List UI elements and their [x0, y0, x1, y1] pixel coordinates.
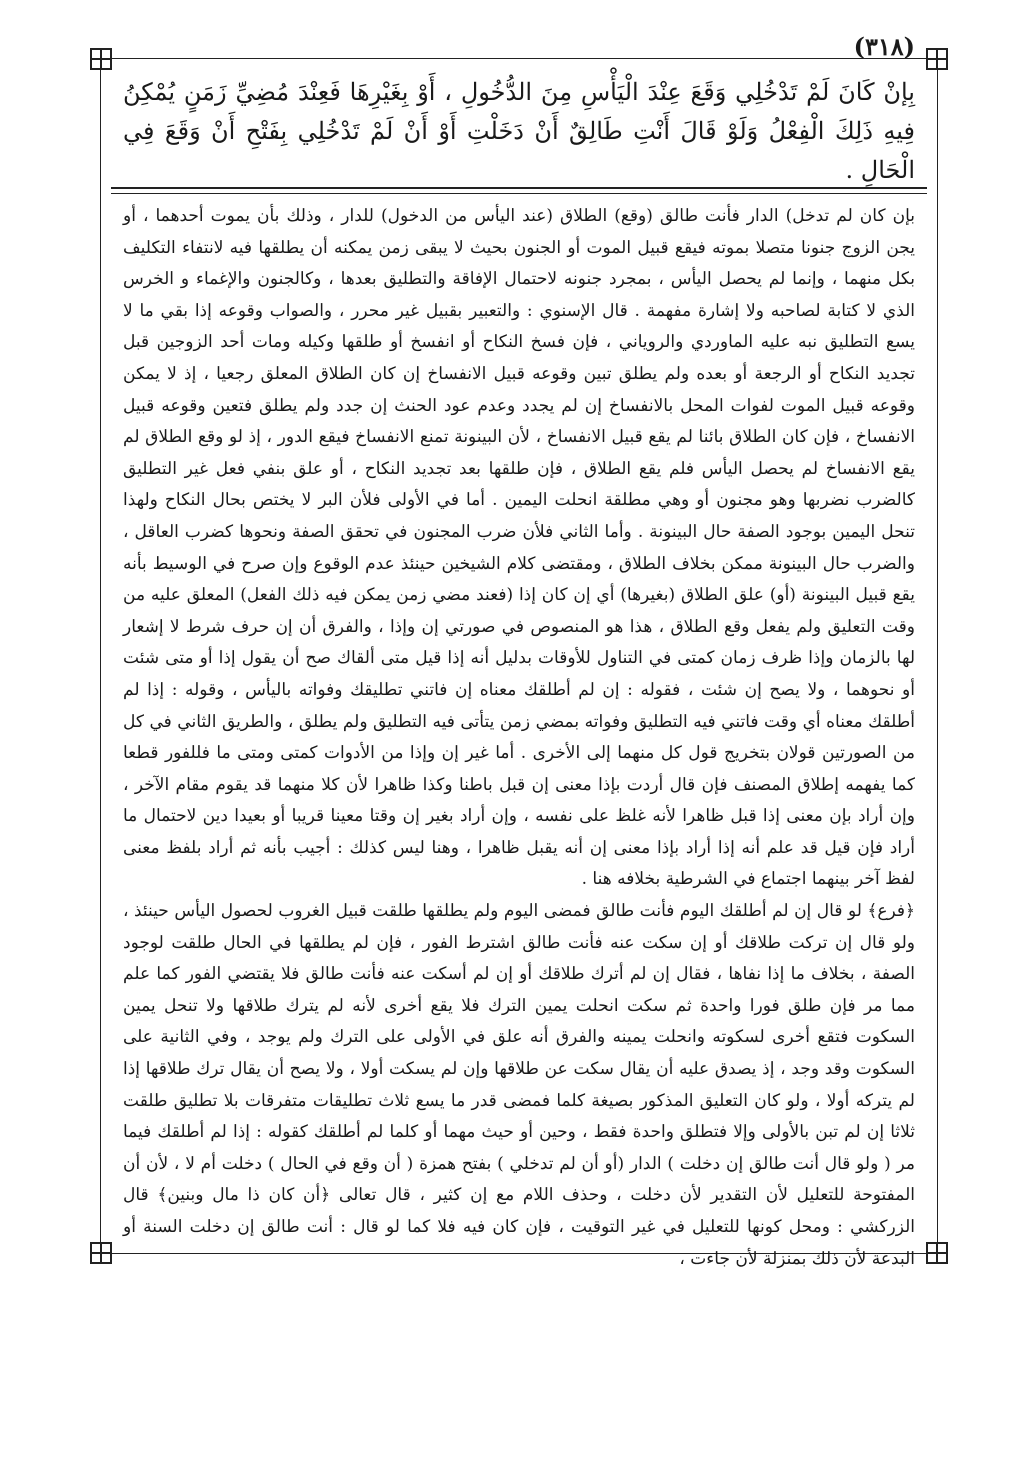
section-divider: [111, 187, 927, 189]
page-number: (٣١٨): [853, 32, 915, 61]
sharh-commentary-block: [123, 201, 915, 1275]
corner-ornament-icon: [90, 48, 112, 70]
page-frame: [100, 58, 938, 1269]
matn-text-block: [123, 73, 915, 190]
sharh-paragraph: بإن كان لم تدخل) الدار فأنت طالق (وقع) الطلاق (عند اليأس من الدخول) للدار ، وذلك بأن يموت أحدهما ، أو يجن الزوج جنونا متصلا بموته فيقع قبيل الموت أو الجنون بحيث لا يبقى زمن يمكنه أن يطلقها فيه لانتفاء التكليف بكل منهما ، وإنما لم يحصل اليأس ، بمجرد جنونه لاحتمال الإفاقة والتطليق بعدها ، وكالجنون والإغماء و الخرس الذي لا كتابة لصاحبه ولا إشارة مفهمة . قال الإسنوي : والتعبير بقبيل غير محرر ، والصواب وقوعه إذا بقي ما لا يسع التطليق نبه عليه الماوردي والروياني ، فإن فسخ النكاح أو انفسخ أو طلقها وكيله ومات أحد الزوجين قبل تجديد النكاح أو الرجعة أو بعده ولم يطلق تبين وقوعه قبيل الانفساخ إن كان الطلاق المعلق رجعيا ، إذ لا يمكن وقوعه قبيل الموت لفوات المحل بالانفساخ إن لم يجدد وعدم عود الحنث إن جدد ولم يطلق فتعين وقوعه قبيل الانفساخ ، فإن كان الطلاق بائنا لم يقع قبيل الانفساخ ، لأن البينونة تمنع الانفساخ فيقع الدور ، إذ لو وقع الطلاق لم يقع الانفساخ لم يحصل اليأس فلم يقع الطلاق ، فإن طلقها بعد تجديد النكاح ، أو علق بنفي فعل غير التطليق كالضرب نضربها وهو مجنون أو وهي مطلقة انحلت اليمين . أما في الأولى فلأن البر لا يختص بحال النكاح ولهذا تنحل اليمين بوجود الصفة حال البينونة . وأما الثاني فلأن ضرب المجنون في تحقق الصفة ونحوها كضرب العاقل ، والضرب حال البينونة ممكن بخلاف الطلاق ، ومقتضى كلام الشيخين حينئذ عدم الوقوع وإن صرح في الوسيط بأنه يقع قبيل البينونة (أو) علق الطلاق (بغيرها) أي إن كان إذا (فعند مضي زمن يمكن فيه ذلك الفعل) المعلق عليه من وقت التعليق ولم يفعل وقع الطلاق ، هذا هو المنصوص في صورتي إن وإذا ، والفرق أن إن حرف شرط لا إشعار لها بالزمان وإذا ظرف زمان كمتى في التناول للأوقات بدليل أنه إذا قيل متى ألقاك صح أن يقول إذا أو متى شئت أو نحوهما ، ولا يصح إن شئت ، فقوله : إن لم أطلقك معناه إن فاتني تطليقك وفواته باليأس ، وقوله : إذا لم أطلقك معناه أي وقت فاتني فيه التطليق وفواته بمضي زمن يتأتى فيه التطليق ولم يطلق ، والطريق الثاني في كل من الصورتين قولان بتخريج قول كل منهما إلى الأخرى . أما غير إن وإذا من الأدوات كمتى ومتى ما فللفور قطعا كما يفهمه إطلاق المصنف فإن قال أردت بإذا معنى إن قبل باطنا وكذا ظاهرا لأن كلا منهما قد يقوم مقام الآخر ، وإن أراد بإن معنى إذا قبل ظاهرا لأنه غلظ على نفسه ، وإن أراد بغير إن وقتا معينا قريبا أو بعيدا دين لاحتمال ما أراد فإن قيل قد علم أنه إذا أراد بإذا معنى إن أنه يقبل ظاهرا ، وهنا ليس كذلك : أجيب بأنه ثم أراد بلفظ معنى لفظ آخر بينهما اجتماع في الشرطية بخلافه هنا .: [123, 206, 916, 890]
matn-paragraph: بِإنْ كَانَ لَمْ تَدْخُلِي وَقَعَ عِنْدَ الْيَأْسِ مِنَ الدُّخُولِ ، أَوْ بِغَيْرِهَا فَعِنْدَ مُضِيِّ زَمَنٍ يُمْكِنُ فِيهِ ذَلِكَ الْفِعْلُ وَلَوْ قَالَ أَنْتِ طَالِقٌ أَنْ دَخَلْتِ أَوْ أَنْ لَمْ تَدْخُلِي بِفَتْحِ أَنْ وَقَعَ فِي الْحَالِ .: [123, 78, 915, 184]
corner-ornament-icon: [926, 1242, 948, 1264]
corner-ornament-icon: [926, 48, 948, 70]
corner-ornament-icon: [90, 1242, 112, 1264]
section-divider-inner: [111, 193, 927, 194]
sharh-paragraph: ﴿فرع﴾ لو قال إن لم أطلقك اليوم فأنت طالق فمضى اليوم ولم يطلقها طلقت قبيل الغروب لحصول اليأس حينئذ ، ولو قال إن تركت طلاقك أو إن سكت عنه فأنت طالق اشترط الفور ، فإن لم يطلقها في الحال طلقت لوجود الصفة ، بخلاف ما إذا نفاها ، فقال إن لم أترك طلاقك أو إن لم أسكت عنه فأنت طالق فلا يقتضي الفور كما علم مما مر فإن طلق فورا واحدة ثم سكت انحلت يمين الترك فلا يقع أخرى لأنه لم يترك طلاقها ولا تنحل يمين السكوت فتقع أخرى لسكوته وانحلت يمينه والفرق أنه علق في الأولى على الترك ولم يوجد ، وفي الثانية على السكوت وقد وجد ، إذ يصدق عليه أن يقال سكت عن طلاقها وإن لم يسكت أولا ، ولا يصح أن يقال ترك طلاقها إذا لم يتركه أولا ، ولو كان التعليق المذكور بصيغة كلما فمضى قدر ما يسع ثلاث تطليقات متفرقات بلا تطليق طلقت ثلاثا إن لم تبن بالأولى وإلا فتطلق واحدة فقط ، وحين أو حيث مهما أو كلما لم أطلقك كقوله : إذا لم أطلقك فيما مر ( ولو قال أنت طالق إن دخلت ) الدار (أو أن لم تدخلي ) بفتح همزة ( أن وقع في الحال ) دخلت أم لا ، لأن أن المفتوحة للتعليل لأن التقدير لأن دخلت ، وحذف اللام مع إن كثير ، قال تعالى ﴿أن كان ذا مال وبنين﴾ قال الزركشي : ومحل كونها للتعليل في غير التوقيت ، فإن كان فيه فلا كما لو قال : أنت طالق إن دخلت السنة أو البدعة لأن ذلك بمنزلة لأن جاءت ،: [123, 901, 915, 1269]
